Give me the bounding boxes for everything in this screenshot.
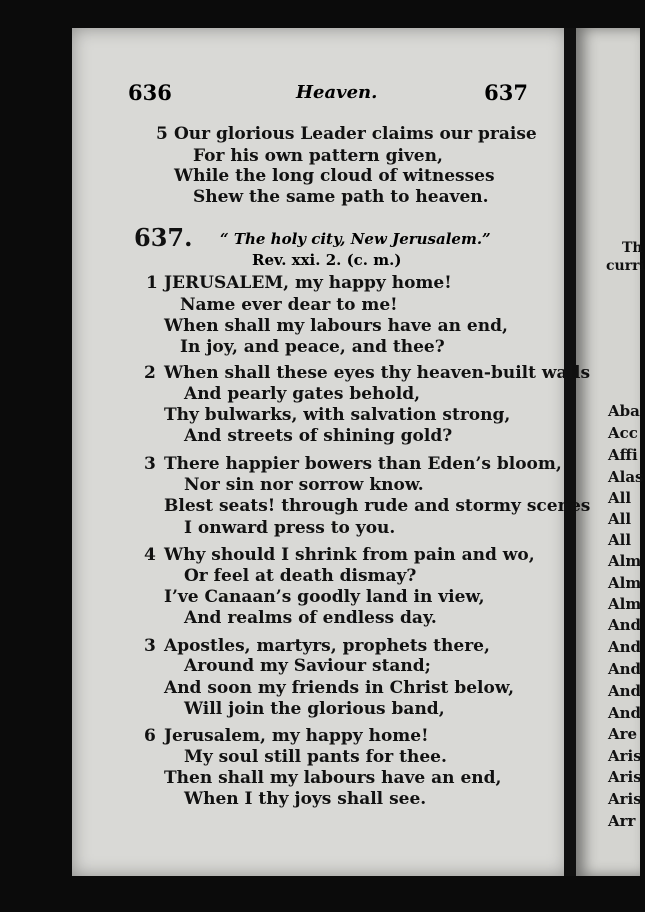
verse-line: Around my Saviour stand; xyxy=(184,656,431,676)
right-page-number: 637 xyxy=(484,80,528,105)
verse-line: Thy bulwarks, with salvation strong, xyxy=(164,405,511,425)
left-page-number: 636 xyxy=(128,80,172,105)
verse-line: Or feel at death dismay? xyxy=(184,566,417,586)
running-title: Heaven. xyxy=(296,82,378,103)
verse-line: I’ve Canaan’s goodly land in view, xyxy=(164,587,485,607)
index-item: Alm xyxy=(608,574,642,592)
verse-line: And pearly gates behold, xyxy=(184,384,421,404)
index-item: Alm xyxy=(608,595,642,613)
verse-number: 4 xyxy=(144,545,156,565)
verse-line: When shall my labours have an end, xyxy=(164,316,508,336)
verse-number: 1 xyxy=(146,273,158,293)
index-item: Aris xyxy=(608,790,642,808)
scripture-reference: Rev. xxi. 2. (c. m.) xyxy=(252,251,402,269)
verse-line: Nor sin nor sorrow know. xyxy=(184,475,424,495)
verse-line: Apostles, martyrs, prophets there, xyxy=(164,636,490,656)
verse-number: 2 xyxy=(144,363,156,383)
page-header xyxy=(128,80,528,110)
verse-line: Shew the same path to heaven. xyxy=(193,187,489,207)
index-item: Arr xyxy=(608,812,636,830)
verse-line: For his own pattern given, xyxy=(193,146,443,166)
index-item: All xyxy=(608,531,632,549)
hymn-number: 637. xyxy=(134,223,193,252)
index-item: And xyxy=(608,704,642,722)
book-gutter xyxy=(564,28,576,876)
index-item: Affi xyxy=(608,446,638,464)
index-item: Aba xyxy=(608,402,640,420)
verse-line: And realms of endless day. xyxy=(184,608,437,628)
index-item: And xyxy=(608,616,642,634)
index-item: And xyxy=(608,660,642,678)
index-item: All xyxy=(608,489,632,507)
verse-number: 5 xyxy=(156,124,168,144)
hymn-title: “ The holy city, New Jerusalem.” xyxy=(220,230,491,248)
verse-line: Jerusalem, my happy home! xyxy=(164,726,429,746)
index-item: And xyxy=(608,682,642,700)
index-item: Are xyxy=(608,725,638,743)
verse-line: Our glorious Leader claims our praise xyxy=(174,124,537,144)
index-item: Aris xyxy=(608,768,642,786)
index-item: All xyxy=(608,510,632,528)
verse-number: 3 xyxy=(144,636,156,656)
verse-line: Why should I shrink from pain and wo, xyxy=(164,545,535,565)
right-page-header: curri xyxy=(606,258,645,274)
verse-line: Will join the glorious band, xyxy=(184,699,445,719)
verse-line: Name ever dear to me! xyxy=(180,295,398,315)
verse-line: I onward press to you. xyxy=(184,518,396,538)
verse-line: Blest seats! through rude and stormy scenes xyxy=(164,496,591,516)
index-item: Alas xyxy=(608,468,644,486)
verse-line: My soul still pants for thee. xyxy=(184,747,447,767)
verse-line: When I thy joys shall see. xyxy=(184,789,427,809)
right-page-header: Th xyxy=(622,240,643,256)
verse-number: 6 xyxy=(144,726,156,746)
verse-line: There happier bowers than Eden’s bloom, xyxy=(164,454,562,474)
verse-line: And soon my friends in Christ below, xyxy=(164,678,514,698)
index-item: Aris xyxy=(608,747,642,765)
verse-line: JERUSALEM, my happy home! xyxy=(164,273,452,293)
index-item: Alm xyxy=(608,552,642,570)
verse-line: Then shall my labours have an end, xyxy=(164,768,502,788)
verse-line: When shall these eyes thy heaven-built walls xyxy=(164,363,591,383)
verse-number: 3 xyxy=(144,454,156,474)
verse-line: While the long cloud of witnesses xyxy=(174,166,495,186)
verse-line: In joy, and peace, and thee? xyxy=(180,337,445,357)
index-item: And xyxy=(608,638,642,656)
verse-line: And streets of shining gold? xyxy=(184,426,453,446)
index-item: Acc xyxy=(608,424,638,442)
